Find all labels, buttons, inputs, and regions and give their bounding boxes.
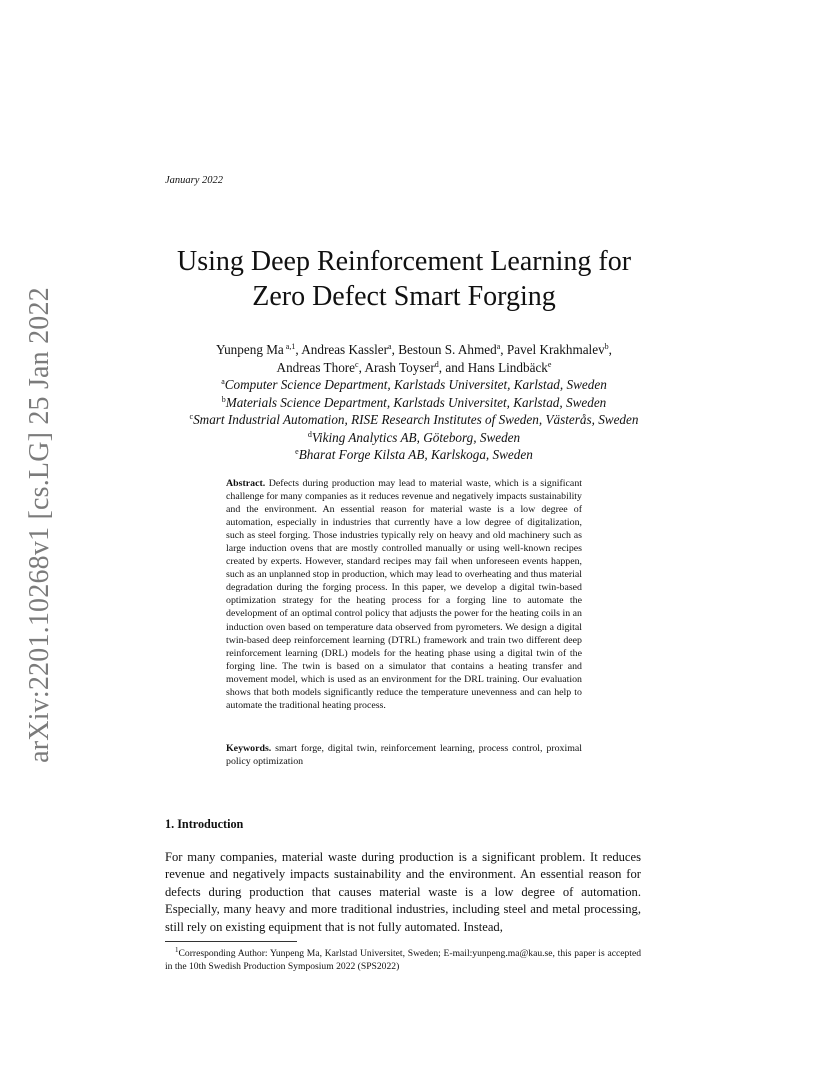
affiliation-list — [130, 376, 698, 464]
section-heading-introduction: 1. Introduction — [165, 817, 244, 831]
affiliation: $^a$Computer Science Department, Karlstads Universitet, Karlstad, Sweden — [221, 377, 607, 392]
keywords-label: Keywords. — [226, 743, 272, 754]
author: Yunpeng Ma $^{a,1}$, — [216, 342, 302, 357]
abstract-text: Defects during production may lead to material waste, which is a significant challenge for many companies as it reduces revenue and negatively impacts sustainability and the environment. An essential reason for material waste is a low degree of automation, especially in industries that currently have a low degree of digitalization, such as steel forging. Those industries typically rely on heavy and old machinery such as large induction ovens that are mostly controlled manually or using well-known recipes created by experts. However, standard recipes may fail when unforeseen events happen, such as an unplanned stop in production, which may lead to overheating and thus material degradation during the forging process. In this paper, we develop a digital twin-based optimization strategy for the heating process for a forging line to automate the development of an optimal control policy that adjusts the power for the heating coils in an induction oven based on temperature data observed from pyrometers. We design a digital twin-based deep reinforcement learning (DTRL) framework and train two different deep reinforcement learning (DRL) models for the heating phase using a digital twin of the forging line. The twin is based on a simulator that contains a heating transfer and movement model, which is used as an environment for the DRL training. Our evaluation shows that both models significantly reduce the temperature unevenness and can help to automate the traditional heating process. — [226, 478, 582, 711]
affiliation: $^b$Materials Science Department, Karlstads Universitet, Karlstad, Sweden — [221, 394, 607, 410]
author: Pavel Krakhmalev$^b$, — [506, 342, 612, 357]
author-list — [130, 341, 698, 377]
author: Bestoun S. Ahmed$^a$, — [398, 342, 507, 357]
title-line-2: Zero Defect Smart Forging — [252, 281, 556, 312]
affiliation: $^c$Smart Industrial Automation, RISE Research Institutes of Sweden, Västerås, Sweden — [189, 412, 639, 427]
arxiv-id-text: arXiv:2201.10268v1 [cs.LG] 25 Jan 2022 — [24, 287, 56, 763]
arxiv-sidebar-id — [21, 287, 59, 763]
author: Hans Lindbäck$^e$ — [467, 360, 552, 375]
paper-title — [130, 244, 678, 314]
footnote-mark: 1 — [175, 946, 179, 954]
abstract — [226, 477, 582, 712]
author: Andreas Thore$^c$, — [276, 360, 365, 375]
author: Arash Toyser$^d$, and — [364, 360, 468, 375]
abstract-label: Abstract. — [226, 478, 266, 489]
keywords-text: smart forge, digital twin, reinforcement learning, process control, proximal policy optimization — [226, 743, 583, 768]
introduction-paragraph: For many companies, material waste during production is a significant problem. It reduces revenue and negatively impacts sustainability and the environment. An essential reason for defects during production that causes material waste is a low degree of automation. Especially, many heavy and more traditional industries, including steel and metal processing, still rely on existing equipment that is not fully automated. Instead, — [165, 850, 641, 934]
footnote-text: Corresponding Author: Yunpeng Ma, Karlstad Universitet, Sweden; E-mail:yunpeng.ma@kau.se, this paper is accepted in the 10th Swedish Production Symposium 2022 (SPS2022) — [165, 948, 641, 972]
affiliation: $^d$Viking Analytics AB, Göteborg, Sweden — [307, 429, 521, 445]
title-line-1: Using Deep Reinforcement Learning for — [176, 246, 632, 277]
footnote — [165, 947, 641, 973]
footnote-divider — [165, 941, 297, 942]
publication-date: January 2022 — [165, 175, 224, 186]
author: Andreas Kassler$^a$, — [301, 342, 399, 357]
affiliation: $^e$Bharat Forge Kilsta AB, Karlskoga, Sweden — [295, 447, 533, 462]
keywords — [226, 742, 582, 768]
